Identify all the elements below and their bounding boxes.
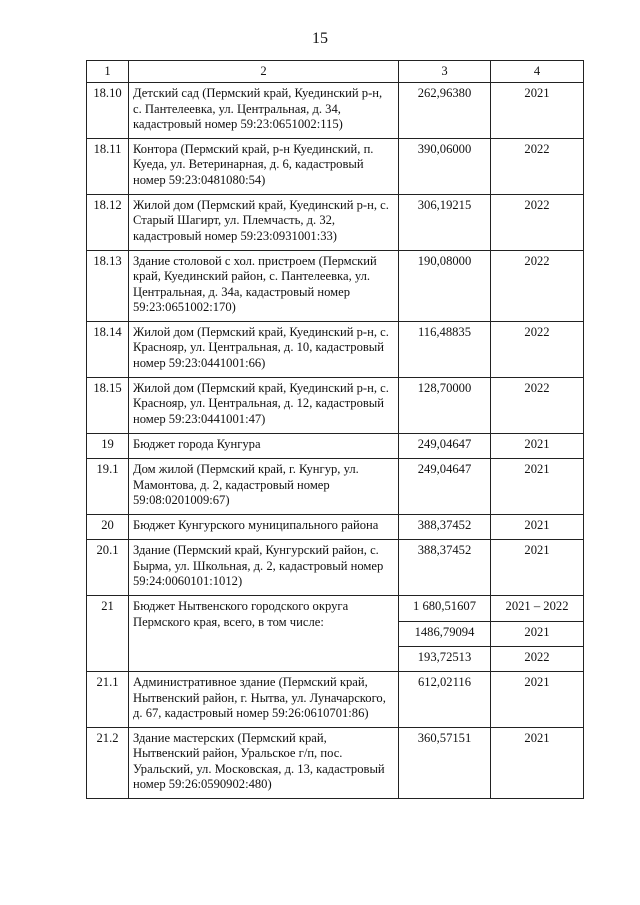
row-description: Здание столовой с хол. пристроем (Пермский край, Куединский район, с. Пантелеевка, ул. Центральная, д. 34а, кадастровый номер 59:23:0651002:170) [129, 250, 399, 321]
row-year: 2021 [491, 459, 584, 515]
row-number: 19 [87, 433, 129, 458]
row-year: 2022 [491, 646, 584, 671]
table-row [87, 515, 584, 540]
row-description: Дом жилой (Пермский край, г. Кунгур, ул. Мамонтова, д. 2, кадастровый номер 59:08:0201009:67) [129, 459, 399, 515]
row-year: 2022 [491, 322, 584, 378]
row-number: 20.1 [87, 540, 129, 596]
row-description: Бюджет города Кунгура [129, 433, 399, 458]
row-area: 1486,79094 [399, 621, 491, 646]
row-year: 2021 [491, 83, 584, 139]
table-row [87, 433, 584, 458]
table-row [87, 728, 584, 799]
row-area: 306,19215 [399, 195, 491, 251]
row-number: 18.15 [87, 378, 129, 434]
row-year: 2022 [491, 378, 584, 434]
row-year: 2021 [491, 728, 584, 799]
row-year: 2021 [491, 540, 584, 596]
row-year: 2021 – 2022 [491, 596, 584, 621]
row-area: 360,57151 [399, 728, 491, 799]
row-area: 390,06000 [399, 139, 491, 195]
table-row [87, 459, 584, 515]
row-year: 2022 [491, 250, 584, 321]
row-description: Детский сад (Пермский край, Куединский р-н, с. Пантелеевка, ул. Центральная, д. 34, кадастровый номер 59:23:0651002:115) [129, 83, 399, 139]
row-area: 262,96380 [399, 83, 491, 139]
row-area: 193,72513 [399, 646, 491, 671]
row-year: 2021 [491, 433, 584, 458]
page-number: 15 [312, 30, 328, 47]
row-number: 20 [87, 515, 129, 540]
row-description: Жилой дом (Пермский край, Куединский р-н, с. Краснояр, ул. Центральная, д. 12, кадастровый номер 59:23:0441001:47) [129, 378, 399, 434]
row-description: Контора (Пермский край, р-н Куединский, п. Куеда, ул. Ветеринарная, д. 6, кадастровый номер 59:23:0481080:54) [129, 139, 399, 195]
table-row [87, 672, 584, 728]
column-header: 4 [491, 61, 584, 83]
row-description: Бюджет Нытвенского городского округа Пермского края, всего, в том числе: [129, 596, 399, 672]
row-number: 18.12 [87, 195, 129, 251]
table-header-row [87, 61, 584, 83]
table-row-budget-total [87, 596, 584, 621]
row-number: 18.11 [87, 139, 129, 195]
row-description: Здание (Пермский край, Кунгурский район, с. Бырма, ул. Школьная, д. 2, кадастровый номер 59:24:0060101:1012) [129, 540, 399, 596]
row-description: Жилой дом (Пермский край, Куединский р-н, с. Краснояр, ул. Центральная, д. 10, кадастровый номер 59:23:0441001:66) [129, 322, 399, 378]
row-description: Административное здание (Пермский край, Нытвенский район, г. Нытва, ул. Луначарского, д. 67, кадастровый номер 59:26:0610701:86) [129, 672, 399, 728]
row-description: Бюджет Кунгурского муниципального района [129, 515, 399, 540]
row-number: 18.10 [87, 83, 129, 139]
row-number: 21.2 [87, 728, 129, 799]
row-number: 21 [87, 596, 129, 672]
table-row [87, 322, 584, 378]
row-number: 18.13 [87, 250, 129, 321]
row-description: Здание мастерских (Пермский край, Нытвенский район, Уральское г/п, пос. Уральский, ул. Московская, д. 13, кадастровый номер 59:26:0590902:480) [129, 728, 399, 799]
table-row [87, 139, 584, 195]
column-header: 2 [129, 61, 399, 83]
row-year: 2022 [491, 139, 584, 195]
table-row [87, 195, 584, 251]
row-description: Жилой дом (Пермский край, Куединский р-н, с. Старый Шагирт, ул. Племчасть, д. 32, кадастровый номер 59:23:0931001:33) [129, 195, 399, 251]
table-row [87, 250, 584, 321]
row-area: 612,02116 [399, 672, 491, 728]
row-year: 2022 [491, 195, 584, 251]
row-number: 19.1 [87, 459, 129, 515]
row-year: 2021 [491, 515, 584, 540]
row-number: 21.1 [87, 672, 129, 728]
row-area: 249,04647 [399, 459, 491, 515]
column-header: 1 [87, 61, 129, 83]
column-header: 3 [399, 61, 491, 83]
row-area: 1 680,51607 [399, 596, 491, 621]
row-year: 2021 [491, 672, 584, 728]
row-area: 128,70000 [399, 378, 491, 434]
property-table [86, 60, 584, 799]
table-row [87, 540, 584, 596]
row-area: 190,08000 [399, 250, 491, 321]
row-number: 18.14 [87, 322, 129, 378]
row-area: 388,37452 [399, 515, 491, 540]
table-row [87, 83, 584, 139]
row-year: 2021 [491, 621, 584, 646]
row-area: 388,37452 [399, 540, 491, 596]
row-area: 116,48835 [399, 322, 491, 378]
table-row [87, 378, 584, 434]
row-area: 249,04647 [399, 433, 491, 458]
